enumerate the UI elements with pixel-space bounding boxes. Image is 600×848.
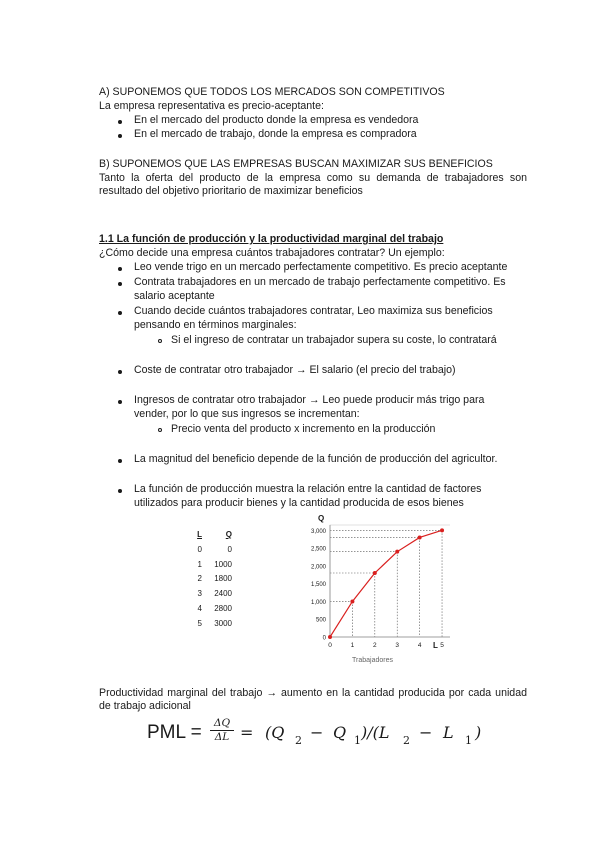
bullet-1: Leo vende trigo en un mercado perfectamente competitivo. Es precio aceptante bbox=[134, 261, 508, 273]
section-a-bullet-1: En el mercado del producto donde la empresa es vendedora bbox=[134, 114, 419, 126]
pml-equals: = bbox=[240, 723, 254, 742]
table-col-l bbox=[190, 528, 202, 632]
bullet-2-line-1: Contrata trabajadores en un mercado de trabajo perfectamente competitivo. Es bbox=[134, 276, 506, 288]
pml-fraction-den: ΔL bbox=[214, 731, 230, 743]
chart-data-point bbox=[395, 550, 399, 554]
table-col-q bbox=[208, 528, 232, 632]
bullet-7-line-2: utilizados para producir bienes y la cantidad producida de esos bienes bbox=[134, 497, 464, 509]
section-b-text: Tanto la oferta del producto de la empresa como su demanda de trabajadores son resultado del objetivo prioritario de maximizar beneficios bbox=[99, 172, 527, 197]
table-cell: 2800 bbox=[214, 603, 232, 613]
chart-x-tick-label: 2 bbox=[373, 642, 377, 649]
pml-expr-close: ) bbox=[475, 723, 482, 742]
table-cell: 4 bbox=[197, 603, 202, 613]
bullet-dot bbox=[118, 489, 122, 493]
table-cell: 1800 bbox=[214, 574, 232, 584]
chart-x-tick-label: 5 bbox=[440, 642, 444, 649]
bullet-6: La magnitud del beneficio depende de la función de producción del agricultor. bbox=[134, 453, 498, 465]
chart-data-point bbox=[328, 635, 332, 639]
pml-fraction-num: ΔQ bbox=[210, 717, 234, 731]
chart-y-tick-label: 3,000 bbox=[310, 528, 326, 535]
chart-y-tick-label: 0 bbox=[322, 635, 326, 642]
bullet-5-line-1: Ingresos de contratar otro trabajador → Leo puede producir más trigo para bbox=[134, 394, 485, 406]
pml-q1: Q bbox=[333, 723, 347, 742]
table-head-l: L bbox=[197, 530, 202, 539]
bullet-dot bbox=[118, 120, 122, 124]
table-head-q: Q bbox=[225, 530, 232, 539]
section-a-intro: La empresa representativa es precio-aceptante: bbox=[99, 100, 324, 112]
pml-label: PML = bbox=[147, 722, 202, 743]
table-cell: 3 bbox=[197, 589, 202, 599]
section-heading: 1.1 La función de producción y la productividad marginal del trabajo bbox=[99, 233, 444, 245]
pml-sub: 1 bbox=[354, 734, 361, 747]
chart-frame bbox=[330, 525, 450, 637]
chart-series-line bbox=[330, 530, 442, 637]
pml-sub: 1 bbox=[465, 734, 472, 747]
bullet-2-line-2: salario aceptante bbox=[134, 290, 215, 302]
bullet-dot bbox=[118, 370, 122, 374]
pml-minus: − bbox=[310, 723, 324, 742]
pml-sub: 2 bbox=[295, 734, 302, 747]
section-b-title: B) SUPONEMOS QUE LAS EMPRESAS BUSCAN MAXIMIZAR SUS BENEFICIOS bbox=[99, 158, 493, 170]
table-cell: 1 bbox=[197, 559, 202, 569]
chart-data-point bbox=[418, 535, 422, 539]
pml-l1: L bbox=[443, 723, 454, 742]
section-a-title: A) SUPONEMOS QUE TODOS LOS MERCADOS SON COMPETITIVOS bbox=[99, 86, 445, 98]
chart-y-label: Q bbox=[318, 514, 325, 523]
bullet-dot bbox=[118, 400, 122, 404]
table-cell: 2 bbox=[197, 574, 202, 584]
bullet-3-sub: Si el ingreso de contratar un trabajador supera su coste, lo contratará bbox=[171, 334, 497, 346]
chart-y-tick-label: 2,500 bbox=[310, 546, 326, 553]
table-cell: 0 bbox=[197, 544, 202, 554]
chart-x-tick-label: 3 bbox=[395, 642, 400, 649]
chart-y-tick-label: 500 bbox=[315, 617, 326, 624]
pml-expr-open: (Q bbox=[265, 723, 285, 742]
chart-y-tick-label: 1,500 bbox=[310, 582, 326, 589]
chart-data-point bbox=[373, 571, 377, 575]
pml-description: Productividad marginal del trabajo → aumento en la cantidad producida por cada unidad de trabajo adicional bbox=[99, 687, 527, 712]
bullet-5-line-2: vender, por lo que sus ingresos se incrementan: bbox=[134, 408, 360, 420]
chart-data-point bbox=[440, 528, 444, 532]
pml-sub: 2 bbox=[403, 734, 410, 747]
bullet-3-line-1: Cuando decide cuántos trabajadores contratar, Leo maximiza sus beneficios bbox=[134, 305, 493, 317]
bullet-dot bbox=[118, 282, 122, 286]
chart-data-point bbox=[350, 599, 354, 603]
section-a-bullet-2: En el mercado de trabajo, donde la empresa es compradora bbox=[134, 128, 417, 140]
pml-fraction bbox=[210, 717, 234, 744]
chart-y-tick-label: 1,000 bbox=[310, 599, 326, 606]
table-cell: 1000 bbox=[214, 559, 232, 569]
sub-bullet-ring bbox=[158, 339, 162, 343]
sub-bullet-ring bbox=[158, 428, 162, 432]
table-cell: 0 bbox=[227, 544, 232, 554]
bullet-3-line-2: pensando en términos marginales: bbox=[134, 319, 297, 331]
pml-minus: − bbox=[419, 723, 433, 742]
bullet-dot bbox=[118, 459, 122, 463]
chart-x-tick-label: 0 bbox=[328, 642, 332, 649]
pml-expr-mid: )/(L bbox=[361, 723, 390, 742]
table-cell: 2400 bbox=[214, 589, 232, 599]
bullet-5-sub: Precio venta del producto x incremento en la producción bbox=[171, 423, 436, 435]
table-cell: 3000 bbox=[214, 618, 232, 628]
chart-x-sublabel: Trabajadores bbox=[352, 657, 393, 664]
bullet-dot bbox=[118, 267, 122, 271]
chart-x-tick-label: 1 bbox=[350, 642, 355, 649]
production-chart bbox=[300, 512, 450, 667]
table-cell: 5 bbox=[197, 618, 202, 628]
chart-x-label: L bbox=[433, 641, 438, 650]
chart-x-tick-label: 4 bbox=[417, 642, 422, 649]
bullet-7-line-1: La función de producción muestra la relación entre la cantidad de factores bbox=[134, 483, 482, 495]
bullet-4: Coste de contratar otro trabajador → El salario (el precio del trabajo) bbox=[134, 364, 456, 376]
bullet-dot bbox=[118, 134, 122, 138]
bullet-dot bbox=[118, 311, 122, 315]
chart-y-tick-label: 2,000 bbox=[310, 564, 326, 571]
section-question: ¿Cómo decide una empresa cuántos trabajadores contratar? Un ejemplo: bbox=[99, 247, 445, 259]
